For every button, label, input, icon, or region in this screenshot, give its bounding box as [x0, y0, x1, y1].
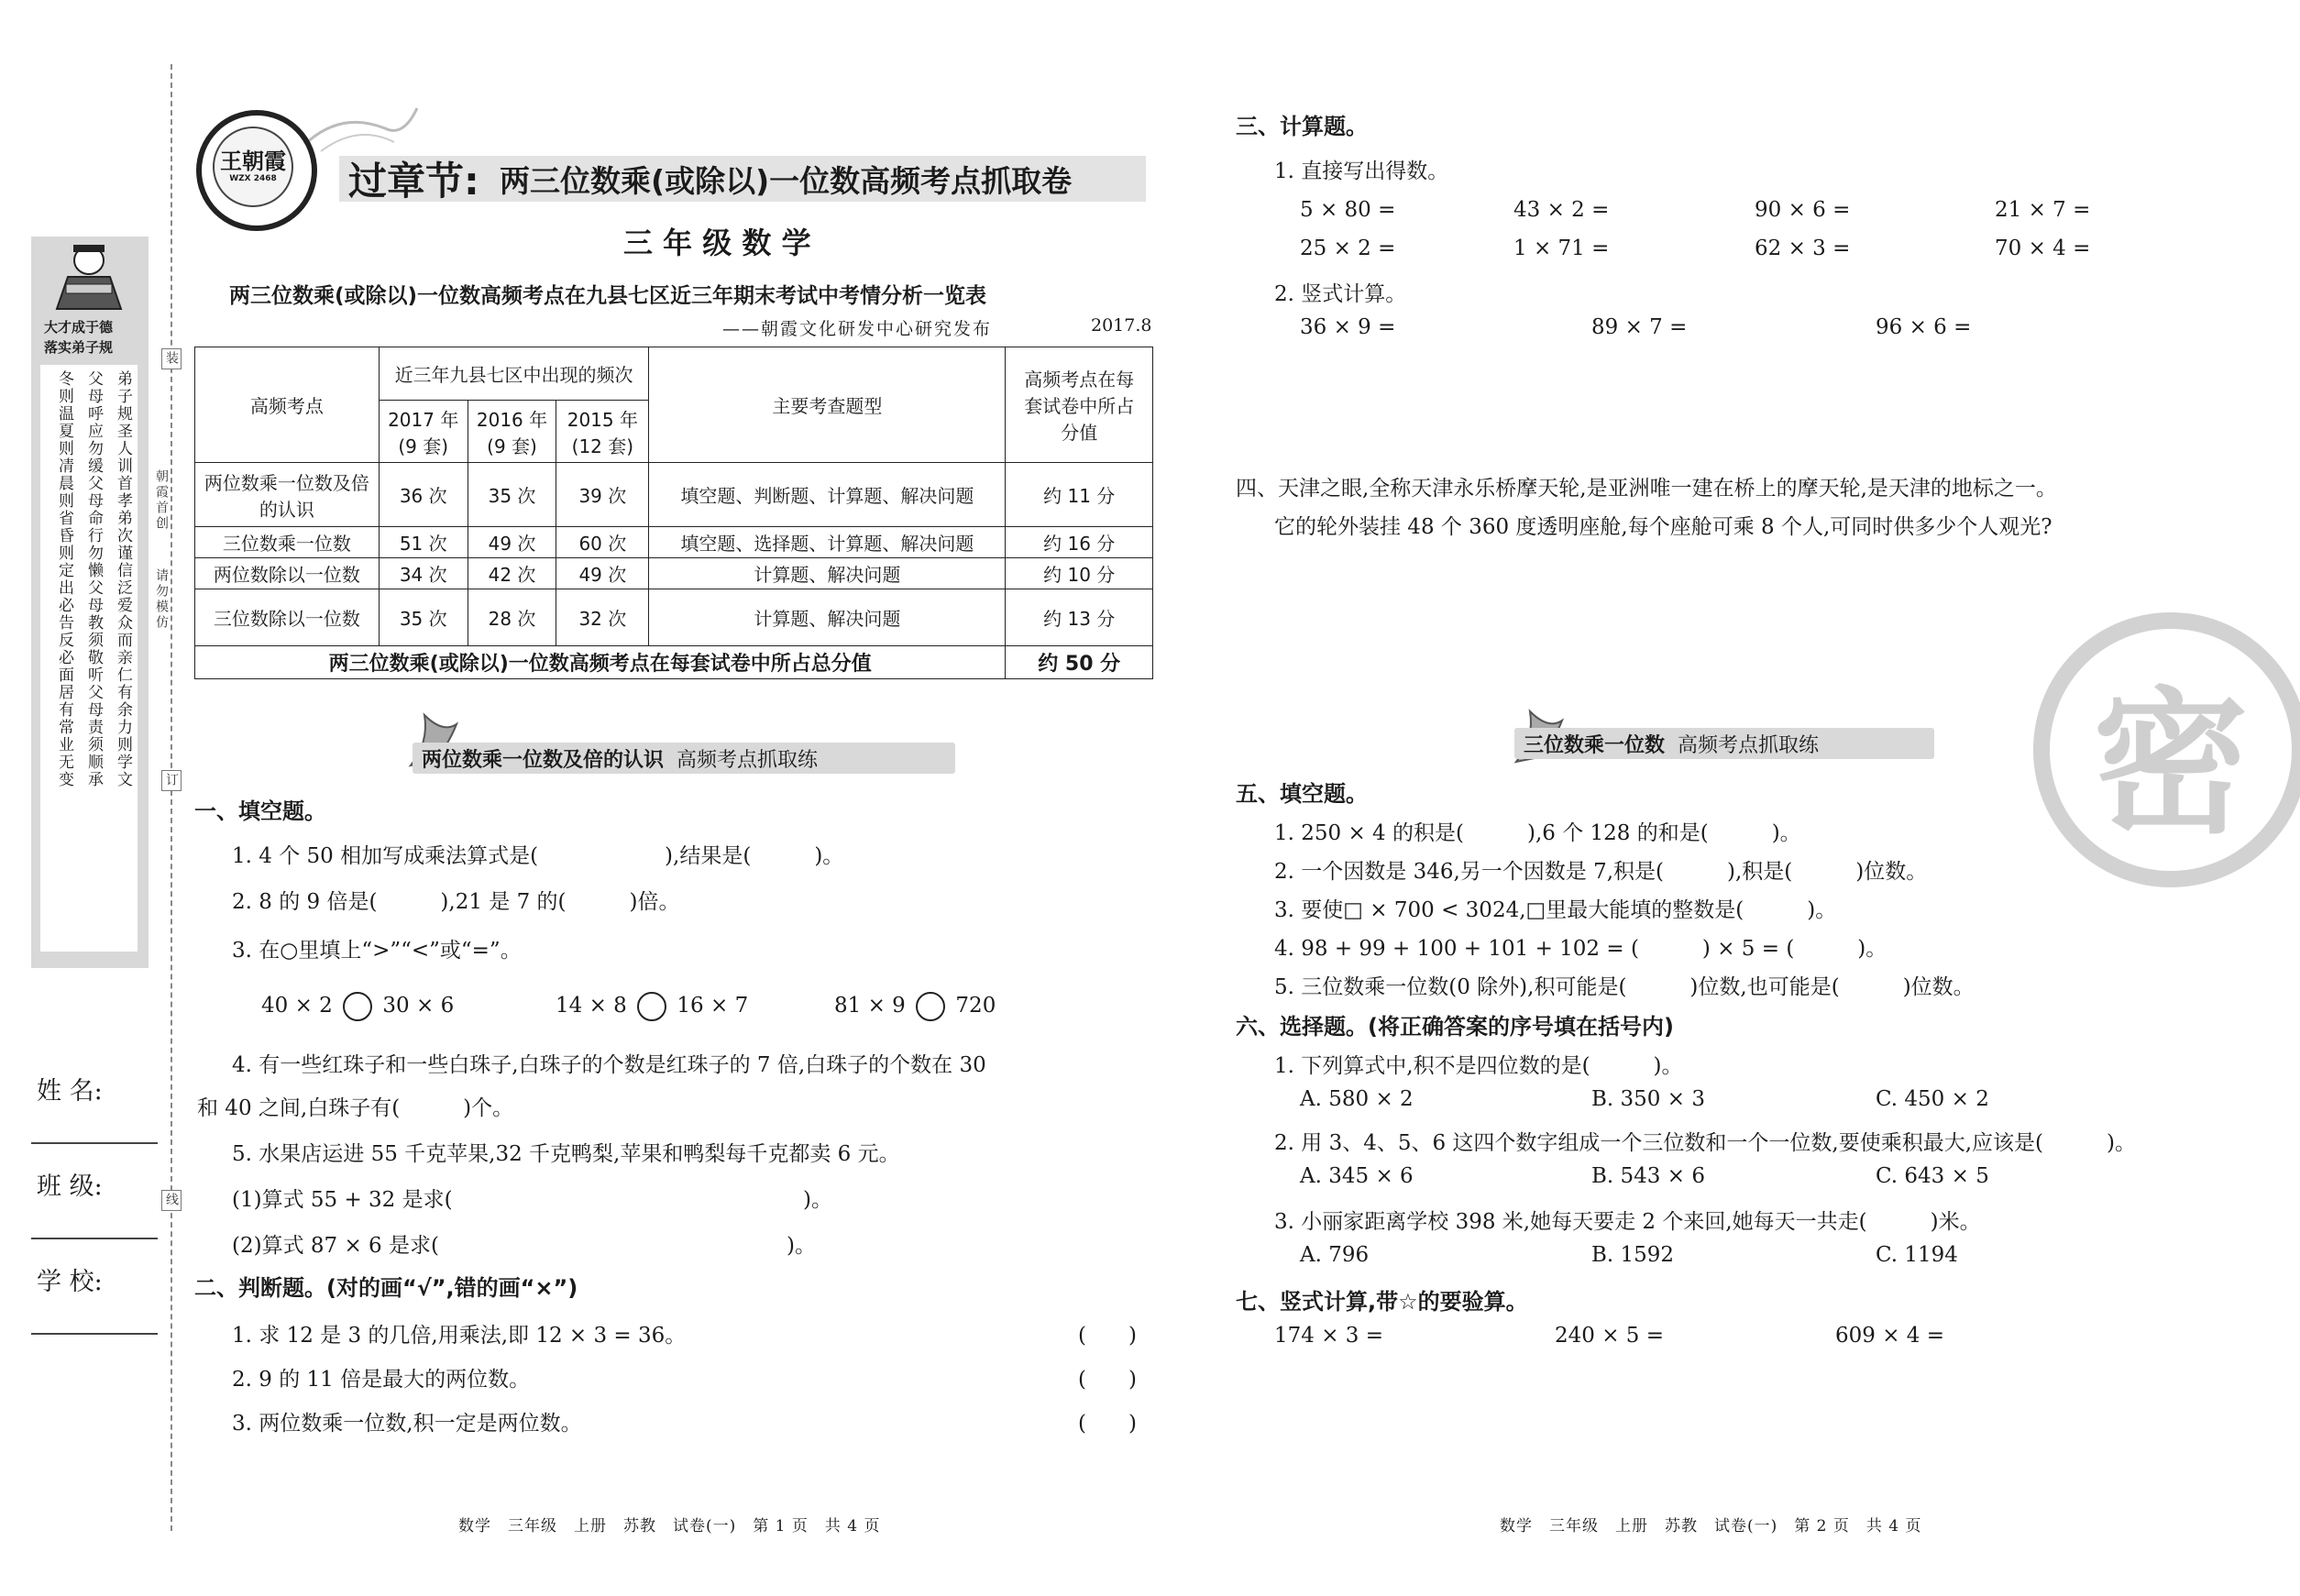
- judge-answer-3[interactable]: ( ): [1078, 1412, 1137, 1436]
- table-row: 两位数除以一位数 34 次 42 次 49 次 计算题、解决问题 约 10 分: [195, 558, 1153, 589]
- verify-calc-item: 240 × 5 =: [1555, 1324, 1665, 1348]
- fill-r-q2: 2. 一个因数是 346,另一个因数是 7,积是( ),积是( )位数。: [1274, 860, 1928, 884]
- choice-option[interactable]: B. 543 × 6: [1591, 1164, 1705, 1188]
- section-tag-left: 两位数乘一位数及倍的认识 高频考点抓取练: [413, 743, 955, 774]
- motto-column-1: 弟子规圣人训首孝弟次谨信泛爱众而亲仁有余力则学文: [114, 370, 132, 788]
- class-input-line[interactable]: [31, 1238, 158, 1239]
- choice-option[interactable]: C. 450 × 2: [1876, 1087, 1989, 1111]
- fill-r-q3: 3. 要使□ × 700 < 3024,□里最大能填的整数是( )。: [1274, 898, 1837, 922]
- copyright-line-1: 朝霞首创: [154, 469, 169, 532]
- fill-q5: 5. 水果店运进 55 千克苹果,32 千克鸭梨,苹果和鸭梨每千克都卖 6 元。: [232, 1142, 900, 1166]
- fill-r-q5: 5. 三位数乘一位数(0 除外),积可能是( )位数,也可能是( )位数。: [1274, 975, 1975, 999]
- motto-column-2: 父母呼应勿缓父母命行勿懒父母教须敬听父母责须顺承: [84, 370, 103, 788]
- compare-circle-2[interactable]: [637, 992, 666, 1021]
- motto-column-3: 冬则温夏则凊晨则省昏则定出必告反必面居有常业无变: [55, 370, 73, 788]
- compare-2: 14 × 8 16 × 7: [556, 992, 748, 1021]
- grade-title: 三 年 级 数 学: [623, 226, 811, 260]
- th-2016: 2016 年(9 套): [468, 401, 556, 463]
- problem-4-line1: 四、天津之眼,全称天津永乐桥摩天轮,是亚洲唯一建在桥上的摩天轮,是天津的地标之一。: [1236, 477, 2057, 501]
- brand-logo-text: 王朝霞 WZX 2468: [213, 127, 293, 207]
- th-score: 高频考点在每套试卷中所占分值: [1006, 347, 1153, 463]
- judge-q3: 3. 两位数乘一位数,积一定是两位数。: [232, 1412, 582, 1436]
- school-label: 学 校:: [37, 1268, 103, 1296]
- choice-option[interactable]: A. 580 × 2: [1300, 1087, 1414, 1111]
- calc-item: 1 × 71 =: [1513, 237, 1610, 260]
- ribbon-decoration-icon: [303, 101, 422, 156]
- fill-q4-line1: 4. 有一些红珠子和一些白珠子,白珠子的个数是红珠子的 7 倍,白珠子的个数在 30: [232, 1053, 986, 1077]
- section-3-heading: 三、计算题。: [1236, 114, 1368, 139]
- choice-option[interactable]: C. 643 × 5: [1876, 1164, 1989, 1188]
- confidential-stamp: 密: [2033, 612, 2300, 887]
- judge-answer-2[interactable]: ( ): [1078, 1368, 1137, 1392]
- choice-option[interactable]: A. 796: [1300, 1243, 1370, 1267]
- problem-4-line2: 它的轮外装挂 48 个 360 度透明座舱,每个座舱可乘 8 个人,可同时供多少个人观光?: [1274, 515, 2052, 539]
- cut-mark-1: 装: [161, 348, 182, 369]
- fill-q3: 3. 在○里填上“>”“<”或“=”。: [232, 939, 522, 963]
- fill-q5-part1-end: )。: [803, 1188, 832, 1212]
- calc-item: 43 × 2 =: [1513, 198, 1610, 222]
- analysis-table: [194, 347, 1153, 679]
- fill-q5-part2-end: )。: [787, 1234, 816, 1258]
- fill-r-q1: 1. 250 × 4 的积是( ),6 个 128 的和是( )。: [1274, 821, 1801, 845]
- fill-q4-line2: 和 40 之间,白珠子有( )个。: [197, 1096, 514, 1120]
- cut-mark-2: 订: [161, 770, 182, 791]
- school-input-line[interactable]: [31, 1333, 158, 1335]
- verify-calc-item: 174 × 3 =: [1274, 1324, 1384, 1348]
- vertical-calc-item: 36 × 9 =: [1300, 315, 1396, 339]
- fill-r-q4: 4. 98 + 99 + 100 + 101 + 102 = ( ) × 5 = ( )。: [1274, 937, 1887, 961]
- publisher-note: ——朝霞文化研发中心研究发布: [722, 319, 993, 339]
- judge-answer-1[interactable]: ( ): [1078, 1324, 1137, 1348]
- verify-calc-item: 609 × 4 =: [1835, 1324, 1945, 1348]
- th-2015: 2015 年(12 套): [556, 401, 649, 463]
- table-row: 三位数除以一位数 35 次 28 次 32 次 计算题、解决问题 约 13 分: [195, 589, 1153, 646]
- section-tag-right: 三位数乘一位数 高频考点抓取练: [1514, 728, 1934, 759]
- section-6-heading: 六、选择题。(将正确答案的序号填在括号内): [1236, 1014, 1674, 1040]
- section-2-heading: 二、判断题。(对的画“√”,错的画“×”): [194, 1275, 578, 1301]
- table-row: 两位数乘一位数及倍的认识 36 次 35 次 39 次 填空题、判断题、计算题、解决问题 约 11 分: [195, 463, 1153, 527]
- scholar-figure-icon: [48, 240, 130, 314]
- choice-q3: 3. 小丽家距离学校 398 米,她每天要走 2 个来回,她每天一共走( )米。: [1274, 1210, 1981, 1234]
- footer-left: 数学 三年级 上册 苏教 试卷(一) 第 1 页 共 4 页: [458, 1517, 881, 1535]
- table-caption: 两三位数乘(或除以)一位数高频考点在九县七区近三年期末考试中考情分析一览表: [229, 284, 987, 308]
- compare-1: 40 × 2 30 × 6: [261, 992, 454, 1021]
- choice-q2: 2. 用 3、4、5、6 这四个数字组成一个三位数和一个一位数,要使乘积最大,应该是( )。: [1274, 1131, 2136, 1155]
- fill-q1: 1. 4 个 50 相加写成乘法算式是( ),结果是( )。: [232, 844, 844, 868]
- compare-3: 81 × 9 720: [834, 992, 996, 1021]
- page-title-sub: 两三位数乘(或除以)一位数高频考点抓取卷: [500, 163, 1073, 199]
- fill-q2: 2. 8 的 9 倍是( ),21 是 7 的( )倍。: [232, 890, 680, 914]
- publish-date: 2017.8: [1091, 315, 1152, 336]
- motto-box: [40, 365, 138, 952]
- choice-option[interactable]: B. 350 × 3: [1591, 1087, 1705, 1111]
- calc-item: 70 × 4 =: [1995, 237, 2091, 260]
- name-input-line[interactable]: [31, 1142, 158, 1144]
- table-total-row: 两三位数乘(或除以)一位数高频考点在每套试卷中所占总分值 约 50 分: [195, 646, 1153, 679]
- motto-top-2: 落实弟子规: [44, 339, 114, 356]
- choice-q1: 1. 下列算式中,积不是四位数的是( )。: [1274, 1054, 1683, 1078]
- th-type: 主要考查题型: [649, 347, 1006, 463]
- table-row: 三位数乘一位数 51 次 49 次 60 次 填空题、选择题、计算题、解决问题 约 16 分: [195, 527, 1153, 558]
- section-5-heading: 五、填空题。: [1236, 781, 1368, 807]
- calc-q1: 1. 直接写出得数。: [1274, 160, 1449, 183]
- vertical-calc-item: 96 × 6 =: [1876, 315, 1972, 339]
- motto-top-1: 大才成于德: [44, 319, 114, 336]
- th-point: 高频考点: [195, 347, 380, 463]
- th-freq: 近三年九县七区中出现的频次: [379, 347, 648, 401]
- vertical-calc-item: 89 × 7 =: [1591, 315, 1688, 339]
- calc-item: 21 × 7 =: [1995, 198, 2091, 222]
- compare-circle-1[interactable]: [343, 992, 372, 1021]
- fill-q5-part2: (2)算式 87 × 6 是求(: [232, 1234, 439, 1258]
- judge-q2: 2. 9 的 11 倍是最大的两位数。: [232, 1368, 531, 1392]
- choice-option[interactable]: B. 1592: [1591, 1243, 1675, 1267]
- fill-q5-part1: (1)算式 55 + 32 是求(: [232, 1188, 453, 1212]
- cut-line: [171, 64, 172, 1531]
- compare-circle-3[interactable]: [916, 992, 945, 1021]
- calc-item: 62 × 3 =: [1755, 237, 1851, 260]
- copyright-line-2: 请勿模仿: [154, 568, 169, 631]
- th-2017: 2017 年(9 套): [379, 401, 468, 463]
- choice-option[interactable]: C. 1194: [1876, 1243, 1958, 1267]
- calc-q2: 2. 竖式计算。: [1274, 282, 1407, 306]
- section-7-heading: 七、竖式计算,带☆的要验算。: [1236, 1289, 1528, 1315]
- class-label: 班 级:: [37, 1172, 103, 1201]
- page-title-main: 过章节:: [348, 159, 479, 204]
- section-1-heading: 一、填空题。: [194, 798, 326, 824]
- choice-option[interactable]: A. 345 × 6: [1300, 1164, 1414, 1188]
- judge-q1: 1. 求 12 是 3 的几倍,用乘法,即 12 × 3 = 36。: [232, 1324, 687, 1348]
- calc-item: 25 × 2 =: [1300, 237, 1396, 260]
- calc-item: 5 × 80 =: [1300, 198, 1396, 222]
- cut-mark-3: 线: [161, 1190, 182, 1211]
- footer-right: 数学 三年级 上册 苏教 试卷(一) 第 2 页 共 4 页: [1500, 1517, 1922, 1535]
- name-label: 姓 名:: [37, 1077, 103, 1106]
- calc-item: 90 × 6 =: [1755, 198, 1851, 222]
